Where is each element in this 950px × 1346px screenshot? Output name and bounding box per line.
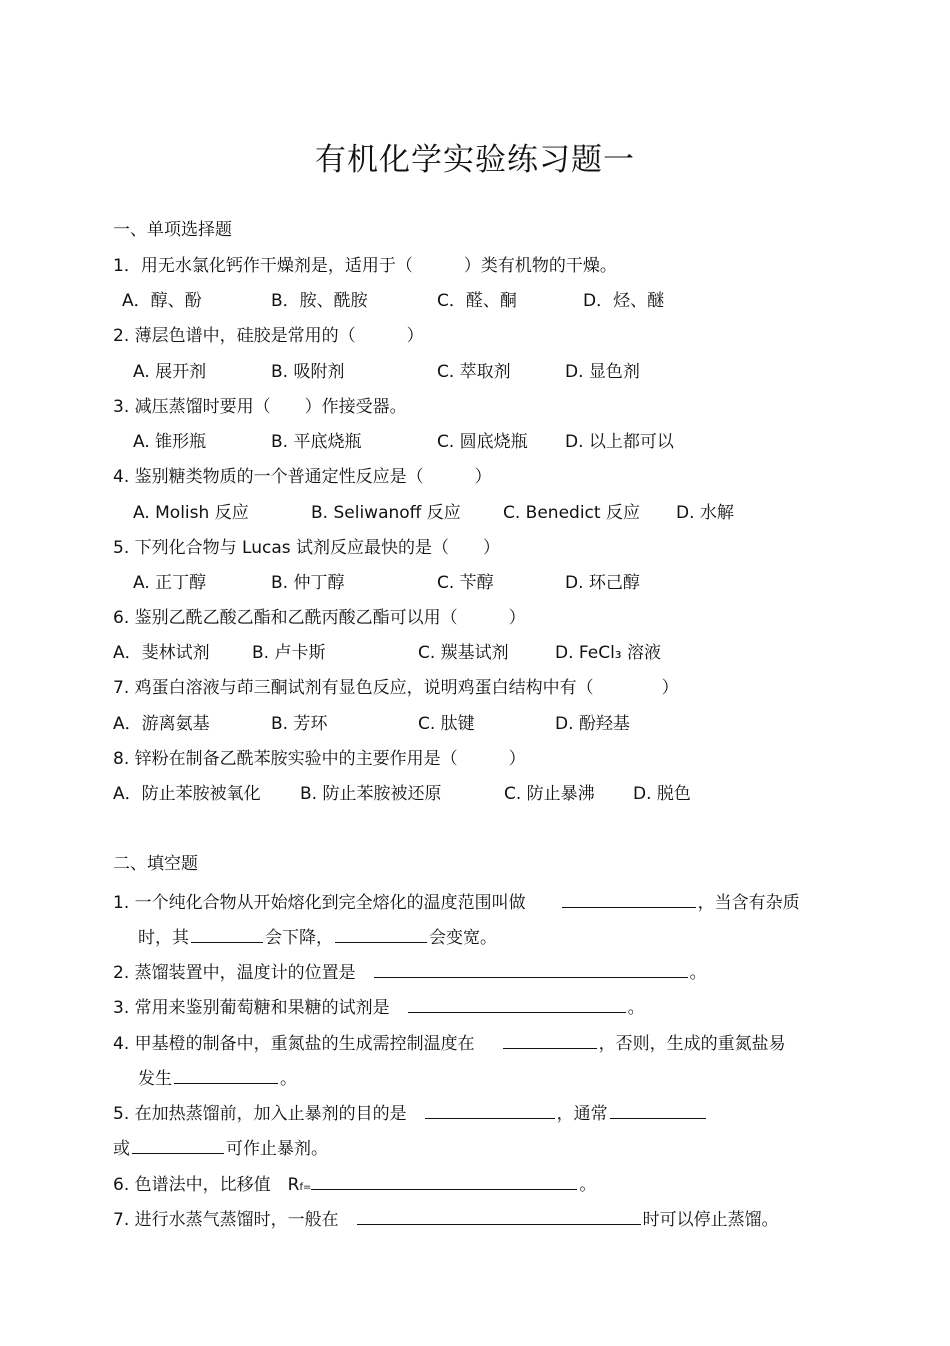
question-text: 或 [113, 1139, 130, 1159]
fill-question-7 [113, 1206, 779, 1231]
question-stem: 4. 鉴别糖类物质的一个普通定性反应是（ ） [113, 467, 492, 487]
answer-blank[interactable] [425, 1100, 555, 1119]
option-b: B. 平底烧瓶 [271, 432, 362, 452]
question-stem: 6. 鉴别乙酰乙酸乙酯和乙酰丙酸乙酯可以用（ ） [113, 608, 526, 628]
question-text: 会变宽。 [429, 928, 497, 948]
option-a: A. Molish 反应 [133, 503, 249, 523]
option-d: D. 水解 [676, 503, 734, 523]
fill-question-1-cont [138, 924, 497, 949]
question-text: 2. 蒸馏装置中，温度计的位置是 [113, 963, 356, 983]
answer-blank[interactable] [191, 924, 263, 943]
option-c: C. Benedict 反应 [503, 503, 640, 523]
document-title: 有机化学实验练习题一 [315, 142, 635, 178]
option-a: A．醇、酚 [122, 291, 202, 311]
question-text: 。 [579, 1175, 597, 1195]
fill-question-5-cont [113, 1135, 328, 1160]
option-a: A．防止苯胺被氧化 [113, 784, 261, 804]
option-d: D. FeCl₃ 溶液 [555, 643, 662, 663]
option-c: C. 肽键 [418, 714, 475, 734]
option-a: A. 锥形瓶 [133, 432, 207, 452]
option-a: A．斐林试剂 [113, 643, 210, 663]
answer-blank[interactable] [374, 959, 688, 978]
question-text: 会下降， [265, 928, 333, 948]
question-text: ，通常 [556, 1104, 608, 1124]
option-c: C．醛、酮 [437, 291, 517, 311]
option-d: D. 以上都可以 [565, 432, 674, 452]
option-b: B. 防止苯胺被还原 [300, 784, 442, 804]
answer-blank[interactable] [408, 994, 626, 1013]
option-b: B. 芳环 [271, 714, 328, 734]
option-d: D. 酚羟基 [555, 714, 630, 734]
option-a: A．游离氨基 [113, 714, 210, 734]
option-d: D. 环己醇 [565, 573, 640, 593]
option-d: D．烃、醚 [583, 291, 665, 311]
question-text: 4. 甲基橙的制备中，重氮盐的生成需控制温度在 [113, 1034, 475, 1054]
fill-question-4-cont [138, 1065, 297, 1090]
question-stem: 8. 锌粉在制备乙酰苯胺实验中的主要作用是（ ） [113, 749, 526, 769]
option-c: C. 防止暴沸 [504, 784, 595, 804]
question-stem: 5. 下列化合物与 Lucas 试剂反应最快的是（ ） [113, 538, 500, 558]
option-b: B. 吸附剂 [271, 362, 345, 382]
answer-blank[interactable] [174, 1065, 278, 1084]
question-text: 可作止暴剂。 [226, 1139, 328, 1159]
fill-question-3 [113, 994, 645, 1019]
answer-blank[interactable] [357, 1206, 641, 1225]
question-text: ，当含有杂质 [697, 893, 800, 913]
option-c: C. 苄醇 [437, 573, 494, 593]
option-d: D. 显色剂 [565, 362, 640, 382]
question-text: 时，其 [138, 928, 189, 948]
section-heading-choice: 一、单项选择题 [113, 220, 232, 240]
fill-question-5 [113, 1100, 708, 1125]
question-text: 3. 常用来鉴别葡萄糖和果糖的试剂是 [113, 998, 390, 1018]
option-c: C. 羰基试剂 [418, 643, 509, 663]
section-heading-fill: 二、填空题 [113, 854, 198, 874]
question-text: 。 [689, 963, 707, 983]
option-c: C. 萃取剂 [437, 362, 511, 382]
answer-blank[interactable] [311, 1171, 577, 1190]
answer-blank[interactable] [335, 924, 427, 943]
option-b: B. 卢卡斯 [252, 643, 326, 663]
question-stem: 7. 鸡蛋白溶液与茚三酮试剂有显色反应，说明鸡蛋白结构中有（ ） [113, 678, 679, 698]
question-stem: 2. 薄层色谱中，硅胶是常用的（ ） [113, 326, 424, 346]
fill-question-2 [113, 959, 707, 984]
question-stem: 3. 减压蒸馏时要用（ ）作接受器。 [113, 397, 407, 417]
question-text: 7. 进行水蒸气蒸馏时，一般在 [113, 1210, 339, 1230]
question-text: 5. 在加热蒸馏前，加入止暴剂的目的是 [113, 1104, 407, 1124]
option-b: B. Seliwanoff 反应 [311, 503, 461, 523]
question-stem: 1．用无水氯化钙作干燥剂是，适用于（ ）类有机物的干燥。 [113, 256, 617, 276]
answer-blank[interactable] [610, 1100, 706, 1119]
fill-question-4 [113, 1030, 786, 1055]
option-b: B．胺、酰胺 [271, 291, 368, 311]
question-text: 。 [627, 998, 645, 1018]
question-text: 1. 一个纯化合物从开始熔化到完全熔化的温度范围叫做 [113, 893, 526, 913]
question-text: ，否则，生成的重氮盐易 [598, 1034, 786, 1054]
question-text: 时可以停止蒸馏。 [642, 1210, 779, 1230]
option-c: C. 圆底烧瓶 [437, 432, 528, 452]
rf-subscript: f= [299, 1182, 312, 1193]
answer-blank[interactable] [503, 1030, 597, 1049]
question-text: 发生 [138, 1069, 172, 1089]
fill-question-6 [113, 1171, 596, 1199]
question-text: 6. 色谱法中，比移值 R [113, 1175, 300, 1195]
answer-blank[interactable] [562, 889, 696, 908]
answer-blank[interactable] [132, 1135, 224, 1154]
option-d: D. 脱色 [633, 784, 691, 804]
option-a: A. 展开剂 [133, 362, 207, 382]
question-text: 。 [280, 1069, 297, 1089]
option-a: A. 正丁醇 [133, 573, 207, 593]
option-b: B. 仲丁醇 [271, 573, 345, 593]
fill-question-1 [113, 889, 800, 914]
